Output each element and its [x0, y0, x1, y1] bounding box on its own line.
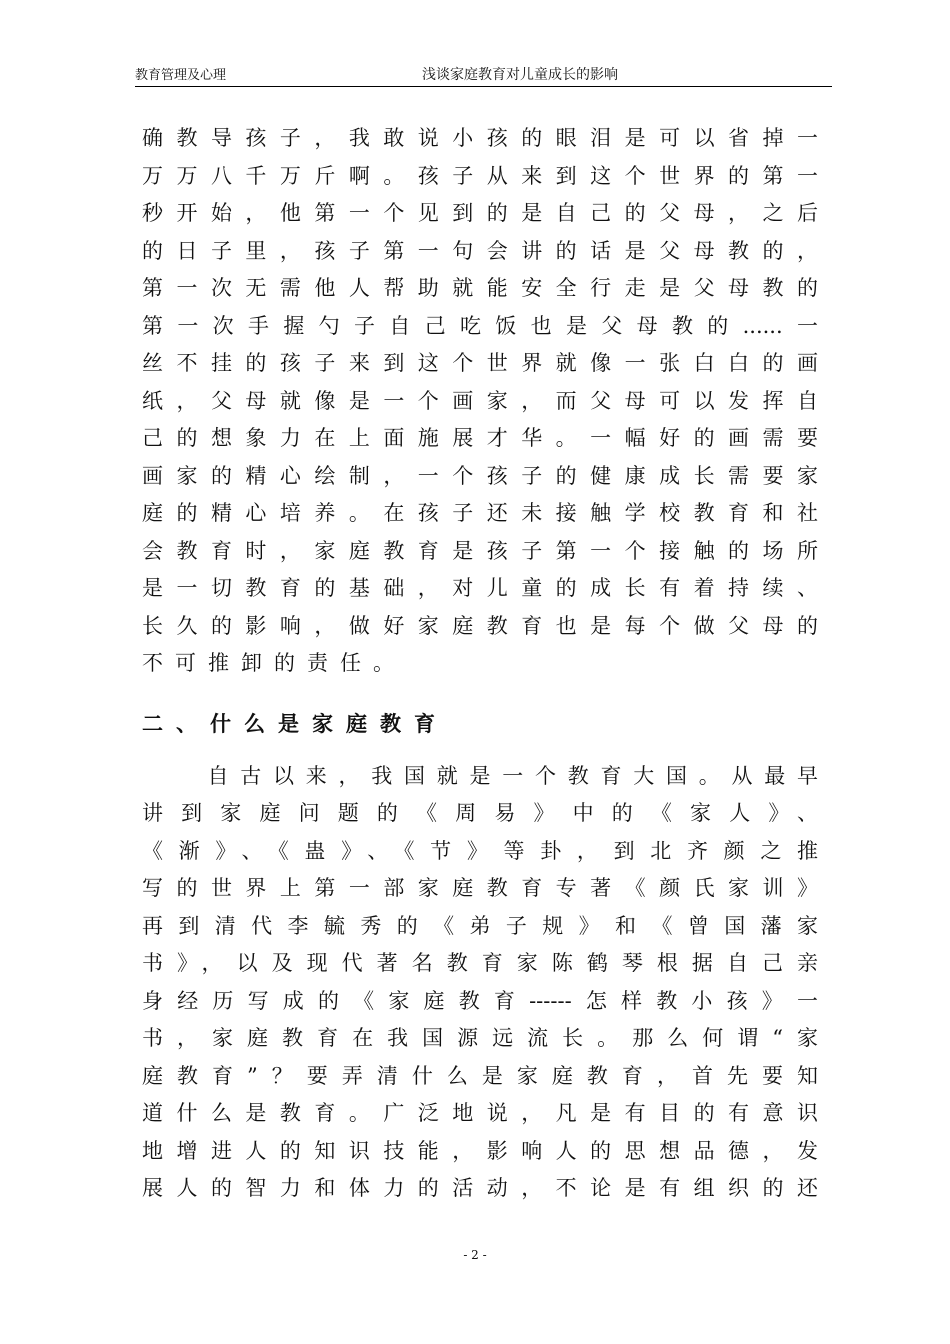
text-line: 地增进人的知识技能，影响人的思想品德，发 [142, 1138, 818, 1163]
text-line: 纸，父母就像是一个画家，而父母可以发挥自 [142, 388, 818, 413]
text-line: 道什么是教育。广泛地说，凡是有目的有意识 [142, 1101, 818, 1125]
running-header [135, 64, 832, 86]
header-divider [135, 86, 832, 87]
text-line: 画家的精心绘制，一个孩子的健康成长需要家 [142, 463, 818, 488]
text-line: 丝不挂的孩子来到这个世界就像一张白白的画 [142, 351, 818, 375]
section-heading: 二、什么是家庭教育 [142, 711, 448, 736]
page-number: - 2 - [463, 1248, 487, 1262]
text-line: 讲到家庭问题的《周易》中的《家人》、 [142, 801, 818, 825]
paragraph-2 [142, 758, 818, 1208]
text-line: 的日子里，孩子第一句会讲的话是父母教的， [142, 238, 818, 263]
text-line: 是一切教育的基础，对儿童的成长有着持续、 [142, 576, 818, 600]
text-line: 身经历写成的《家庭教育------怎样教小孩》一 [142, 988, 818, 1013]
text-line: 己的想象力在上面施展才华。一幅好的画需要 [142, 426, 818, 450]
text-line: 展人的智力和体力的活动，不论是有组织的还 [142, 1176, 818, 1200]
text-line: 第一次手握勺子自己吃饭也是父母教的......一 [142, 313, 818, 338]
text-line: 庭教育”？要弄清什么是家庭教育，首先要知 [142, 1063, 818, 1088]
paragraph-1 [142, 120, 818, 683]
text-line: 自古以来，我国就是一个教育大国。从最早 [142, 763, 818, 788]
text-line: 庭的精心培养。在孩子还未接触学校教育和社 [142, 501, 818, 525]
text-line: 再到清代李毓秀的《弟子规》和《曾国藩家 [142, 913, 818, 938]
text-line: 确教导孩子，我敢说小孩的眼泪是可以省掉一 [142, 126, 818, 150]
text-line: 秒开始，他第一个见到的是自己的父母，之后 [142, 201, 818, 225]
text-line: 万万八千万斤啊。孩子从来到这个世界的第一 [142, 163, 818, 188]
page-body [142, 120, 818, 1208]
text-line: 书》，以及现代著名教育家陈鹤琴根据自己亲 [142, 951, 818, 975]
text-line: 长久的影响，做好家庭教育也是每个做父母的 [142, 613, 818, 638]
text-line: 写的世界上第一部家庭教育专著《颜氏家训》 [142, 876, 818, 900]
text-line: 书，家庭教育在我国源远流长。那么何谓“家 [142, 1026, 818, 1050]
header-category: 教育管理及心理 [135, 68, 227, 83]
header-title: 浅谈家庭教育对儿童成长的影响 [422, 67, 618, 83]
text-line: 第一次无需他人帮助就能安全行走是父母教的 [142, 276, 818, 300]
text-line: 不可推卸的责任。 [142, 651, 406, 675]
text-line: 会教育时，家庭教育是孩子第一个接触的场所 [142, 538, 818, 563]
text-line: 《渐》、《蛊》、《节》等卦，到北齐颜之推 [142, 838, 818, 863]
